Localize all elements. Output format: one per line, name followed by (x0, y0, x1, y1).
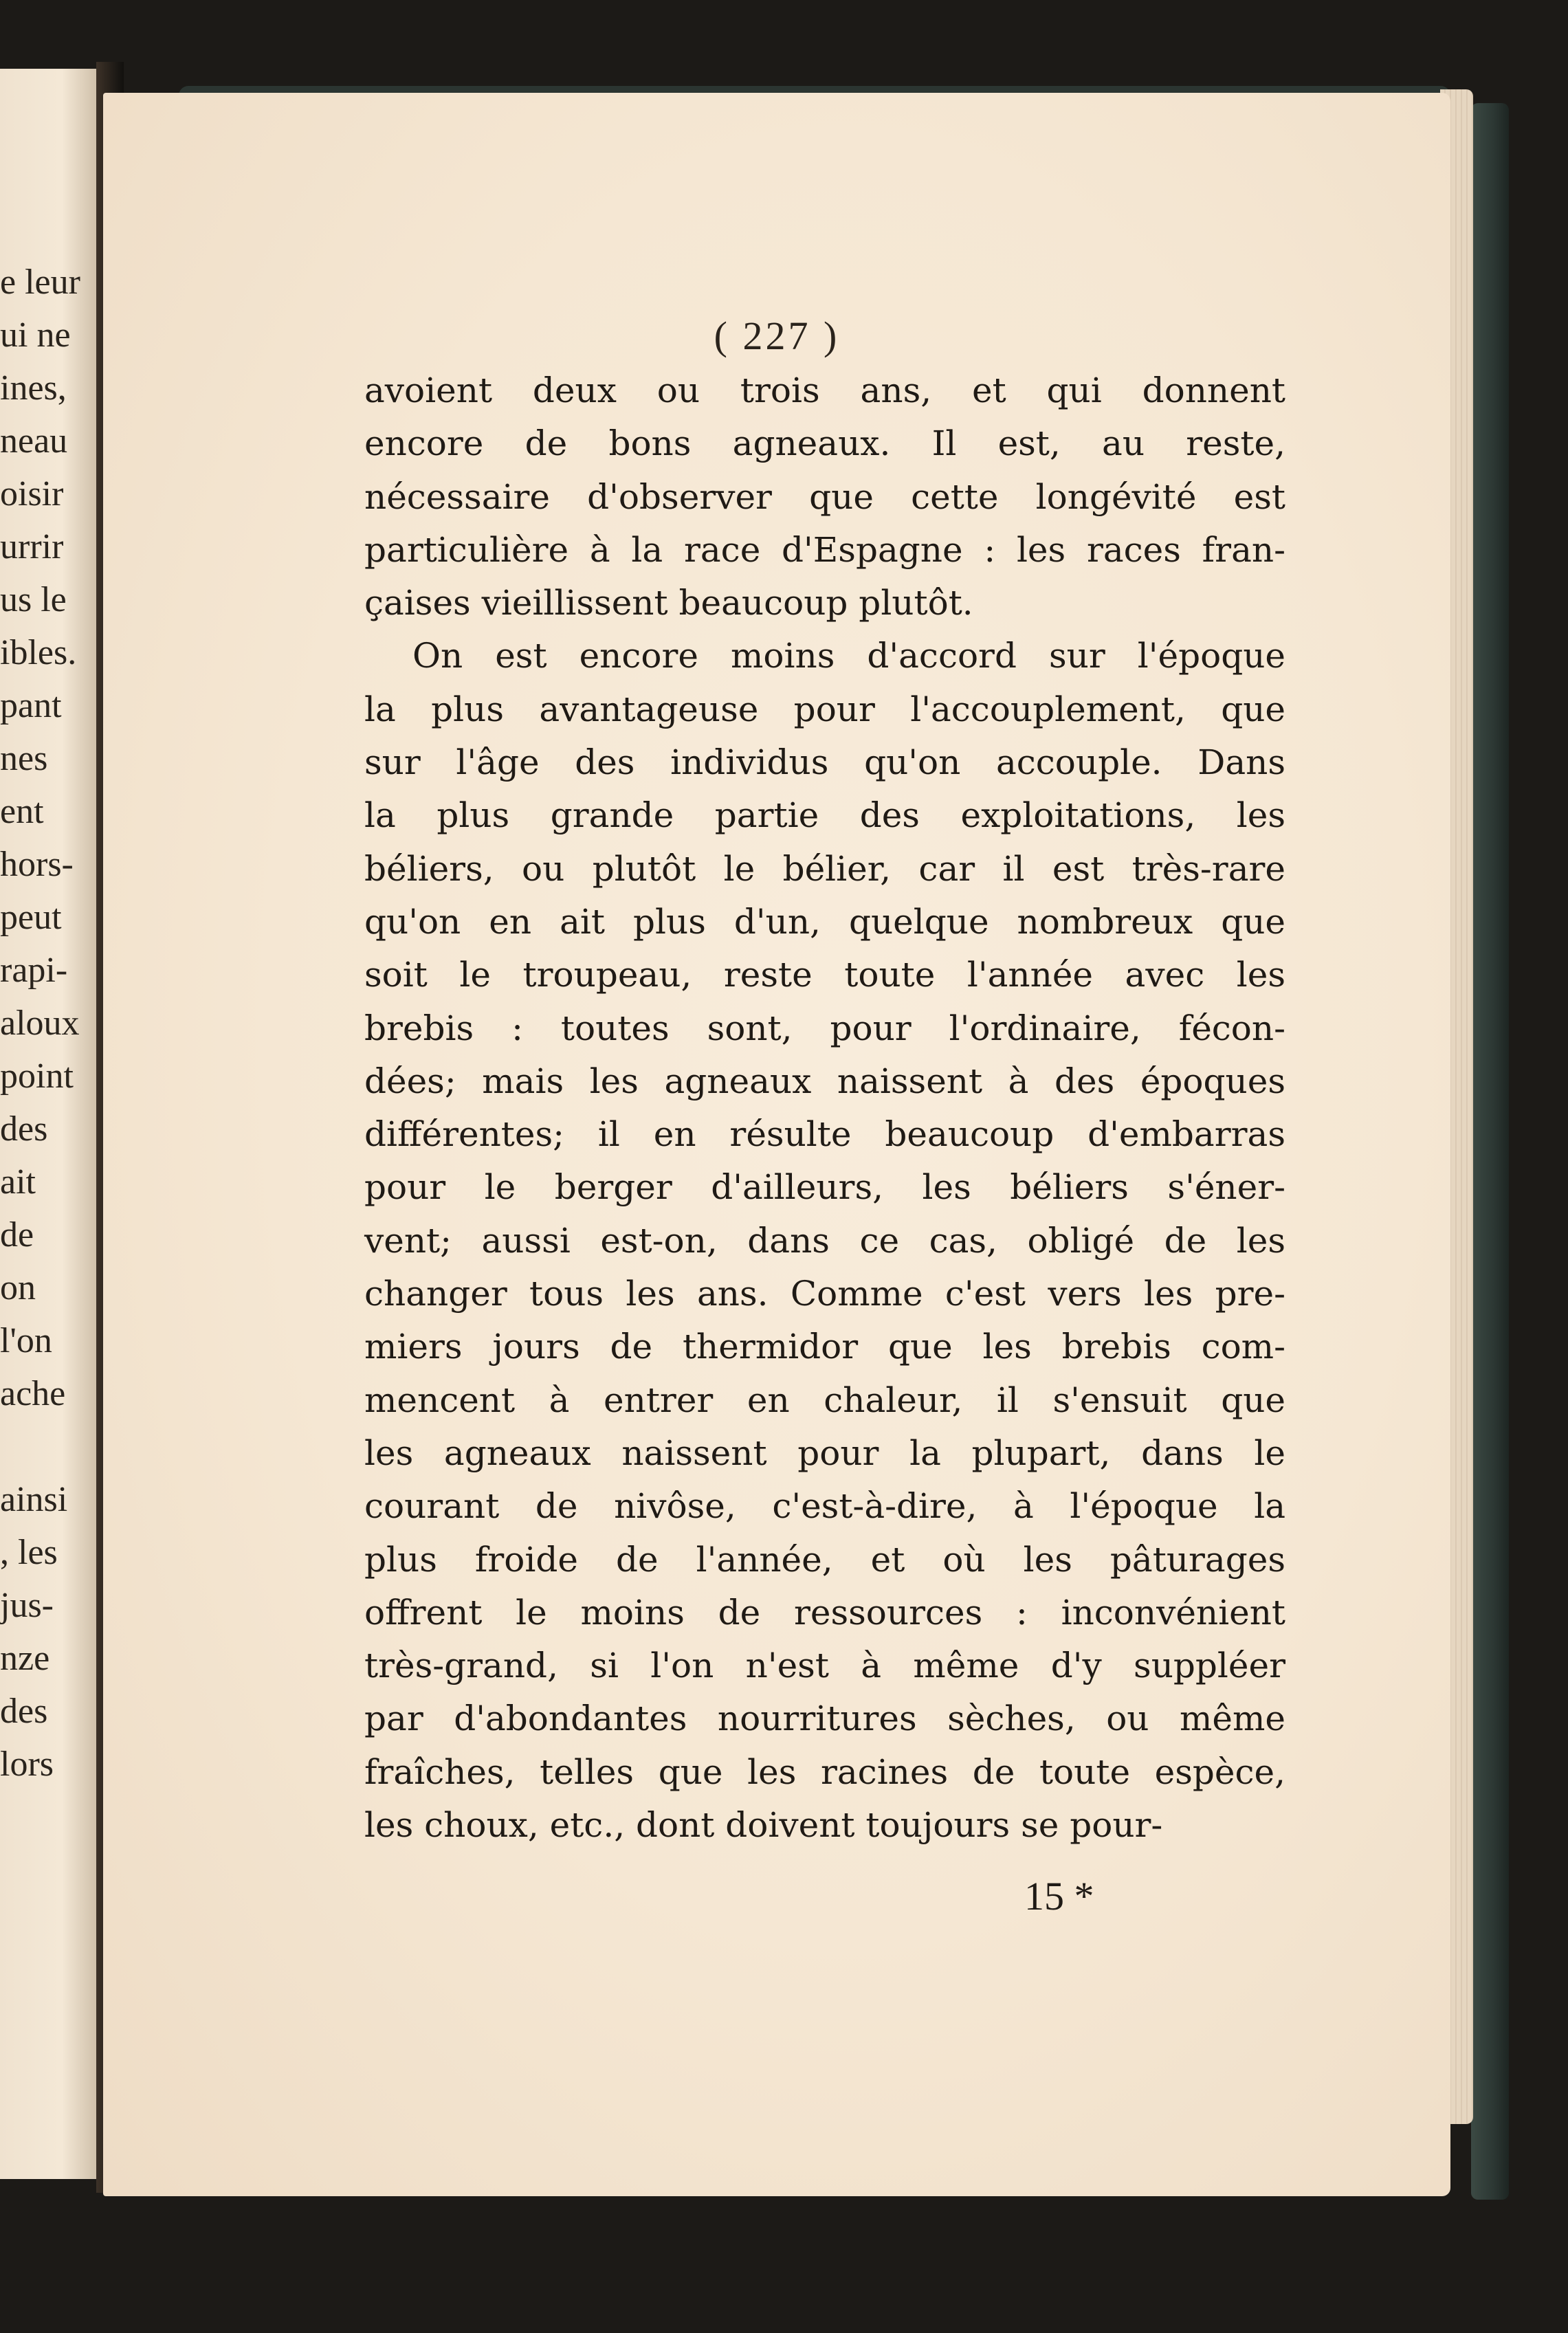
left-page-line: peut (0, 898, 62, 937)
left-page-line: jus- (0, 1586, 54, 1625)
text-line: nécessaire d'observer que cette longévité est (364, 476, 1285, 517)
text-line: la plus grande partie des exploitations, les (364, 795, 1285, 836)
left-page-line: us le (0, 580, 67, 619)
page-number: ( 227 ) (714, 313, 840, 358)
text-line: changer tous les ans. Comme c'est vers les pre- (364, 1274, 1285, 1314)
text-line: par d'abondantes nourritures sèches, ou même (364, 1699, 1285, 1739)
left-page-line: , les (0, 1533, 58, 1572)
left-page-line: neau (0, 421, 68, 461)
left-page-line: lors (0, 1745, 54, 1784)
left-page-line: ache (0, 1374, 66, 1413)
text-line: pour le berger d'ailleurs, les béliers s'éner- (364, 1167, 1285, 1208)
signature-mark: 15 * (1024, 1874, 1094, 1919)
text-line: très-grand, si l'on n'est à même d'y suppléer (364, 1646, 1285, 1686)
book-page (103, 93, 1450, 2196)
body-text (364, 364, 1285, 1852)
text-line: différentes; il en résulte beaucoup d'embarras (364, 1114, 1285, 1155)
text-line: miers jours de thermidor que les brebis com- (364, 1327, 1285, 1367)
left-page-line: on (0, 1268, 36, 1307)
left-page-line: hors- (0, 845, 74, 884)
text-line: brebis : toutes sont, pour l'ordinaire, fécon- (364, 1008, 1285, 1048)
left-page-line: pant (0, 686, 62, 725)
left-page-line: ait (0, 1162, 36, 1202)
text-line: plus froide de l'année, et où les pâturages (364, 1539, 1285, 1580)
text-line: les agneaux naissent pour la plupart, dans le (364, 1433, 1285, 1473)
left-page-line: ibles. (0, 633, 77, 672)
left-page-line: ent (0, 792, 44, 831)
text-line: les choux, etc., dont doivent toujours se pour- (364, 1805, 1163, 1846)
text-line: dées; mais les agneaux naissent à des époques (364, 1061, 1285, 1101)
text-line: la plus avantageuse pour l'accouplement, que (364, 689, 1285, 729)
text-line: vent; aussi est-on, dans ce cas, obligé de les (364, 1220, 1285, 1261)
left-page-line: nes (0, 739, 48, 778)
text-line: çaises vieillissent beaucoup plutôt. (364, 583, 973, 623)
text-line: offrent le moins de ressources : inconvénient (364, 1592, 1285, 1633)
left-page-line: des (0, 1692, 48, 1731)
text-line: On est encore moins d'accord sur l'époque (412, 636, 1285, 676)
text-line: mencent à entrer en chaleur, il s'ensuit que (364, 1380, 1285, 1420)
text-line: sur l'âge des individus qu'on accouple. Dans (364, 742, 1285, 783)
left-page-line: aloux (0, 1004, 80, 1043)
text-line: encore de bons agneaux. Il est, au reste, (364, 423, 1285, 464)
text-line: avoient deux ou trois ans, et qui donnent (364, 371, 1285, 410)
left-page-line: urrir (0, 527, 64, 566)
text-line: fraîches, telles que les racines de toute espèce, (364, 1751, 1285, 1792)
text-line: qu'on en ait plus d'un, quelque nombreux que (364, 901, 1285, 942)
left-page-line: point (0, 1057, 74, 1096)
left-page-line: nze (0, 1639, 50, 1678)
left-page-line: oisir (0, 474, 64, 513)
left-page-line: l'on (0, 1321, 52, 1360)
left-page-line: e leur (0, 263, 80, 302)
text-line: courant de nivôse, c'est-à-dire, à l'époque la (364, 1486, 1285, 1527)
left-page-line: ines, (0, 368, 67, 408)
text-line: béliers, ou plutôt le bélier, car il est très-rare (364, 848, 1285, 889)
text-line: soit le troupeau, reste toute l'année avec les (364, 955, 1285, 995)
text-line: particulière à la race d'Espagne : les races fran- (364, 529, 1285, 570)
left-page-line: de (0, 1215, 34, 1254)
left-page-line: rapi- (0, 951, 68, 990)
binding-board-edge (1471, 103, 1509, 2200)
left-page-line: ui ne (0, 316, 71, 355)
left-page-line: des (0, 1109, 48, 1149)
left-page-fragment (0, 69, 103, 2179)
left-page-line: ainsi (0, 1480, 68, 1519)
